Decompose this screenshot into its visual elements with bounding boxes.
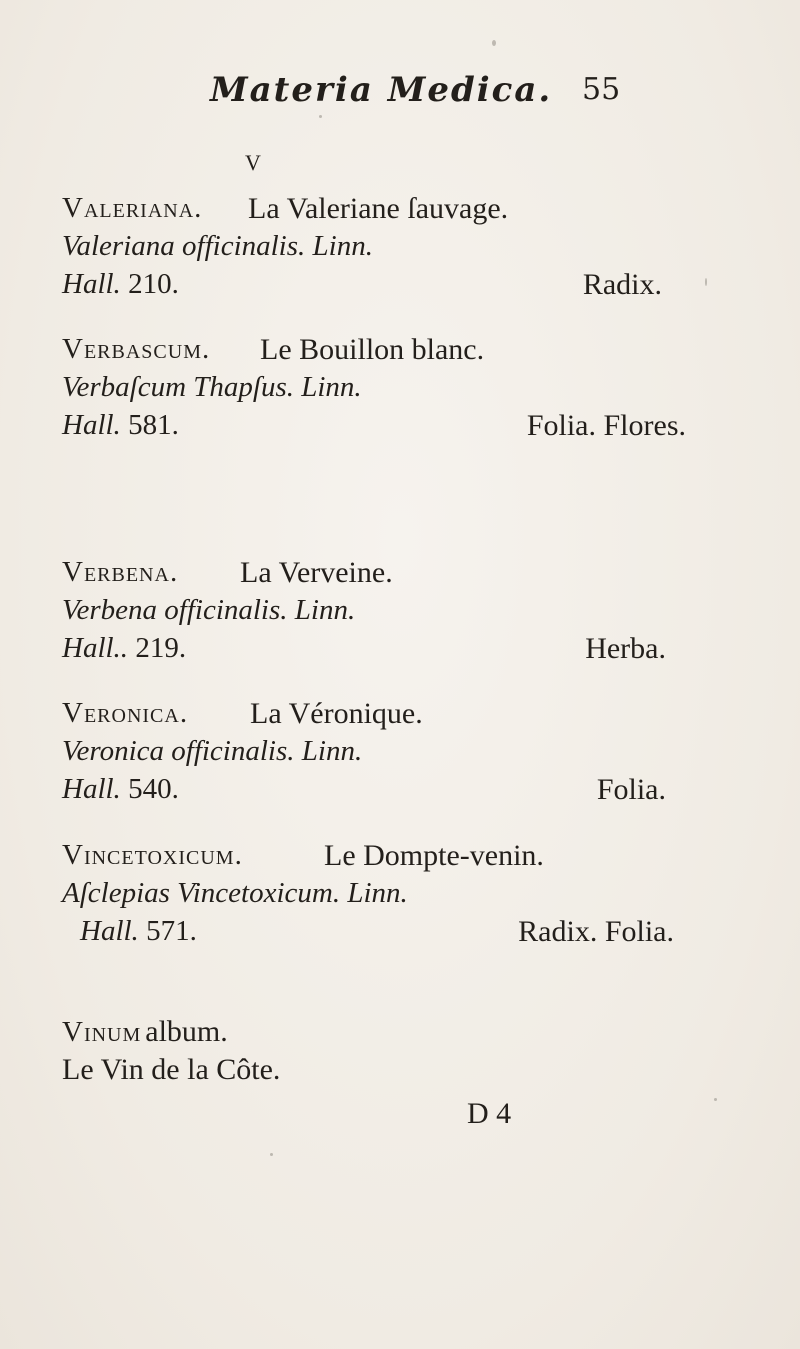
reference-line xyxy=(62,632,666,670)
genus-name: Vincetoxicum. xyxy=(62,839,243,871)
french-name: Le Dompte-venin. xyxy=(324,839,544,872)
entry-verbena xyxy=(62,556,666,670)
entry-valeriana xyxy=(62,192,662,306)
french-name: La Véronique. xyxy=(250,697,423,730)
entry-veronica xyxy=(62,697,666,811)
latin-name: Verbena officinalis. Linn. xyxy=(62,594,356,626)
paper-speck xyxy=(270,1153,273,1156)
paper-speck xyxy=(319,115,322,118)
latin-line xyxy=(62,371,652,409)
hall-reference-label: Hall.. xyxy=(62,632,129,664)
plant-parts: Folia. Flores. xyxy=(526,409,686,442)
signature-mark: D 4 xyxy=(467,1097,512,1130)
latin-line xyxy=(62,877,652,915)
french-name: La Valeriane ſauvage. xyxy=(248,192,509,225)
plant-parts: Folia. xyxy=(596,773,666,806)
paper-speck xyxy=(492,40,496,46)
hall-reference-number: 210. xyxy=(128,268,179,300)
french-name: La Verveine. xyxy=(240,556,393,589)
french-name: Le Bouillon blanc. xyxy=(260,333,485,366)
french-name: Le Vin de la Côte. xyxy=(62,1053,281,1086)
latin-line xyxy=(62,230,652,268)
hall-reference-number: 581. xyxy=(128,409,179,441)
entry-title-line xyxy=(62,333,652,371)
entry-verbascum xyxy=(62,333,686,447)
entry-title-line xyxy=(62,192,652,230)
latin-name: Aſclepias Vincetoxicum. Linn. xyxy=(62,877,408,909)
latin-line xyxy=(62,594,652,632)
genus-name: Vinum xyxy=(62,1016,142,1048)
latin-name: Verbaſcum Thapſus. Linn. xyxy=(62,371,362,403)
reference-line xyxy=(62,409,686,447)
plant-parts: Radix. Folia. xyxy=(518,915,674,948)
entry-title-line xyxy=(62,697,652,735)
entry-vinum xyxy=(62,1015,652,1091)
genus-name: Verbena. xyxy=(62,556,179,588)
entry-title-line xyxy=(62,1015,652,1053)
paper-speck xyxy=(705,278,707,286)
entry-vincetoxicum xyxy=(62,839,674,953)
reference-line xyxy=(62,915,674,953)
page-number: 55 xyxy=(582,72,621,107)
latin-line xyxy=(62,735,652,773)
entry-title-line xyxy=(62,556,652,594)
hall-reference-number: 571. xyxy=(146,915,197,947)
wine-descriptor: album. xyxy=(145,1015,228,1048)
hall-reference-number: 540. xyxy=(128,773,179,805)
hall-reference-label: Hall. xyxy=(62,409,121,441)
hall-reference-label: Hall. xyxy=(80,915,139,947)
genus-name: Veronica. xyxy=(62,697,189,729)
hall-reference-label: Hall. xyxy=(62,773,121,805)
paper-speck xyxy=(714,1098,717,1101)
hall-reference-number: 219. xyxy=(135,632,187,664)
entry-title-line xyxy=(62,839,652,877)
page-header xyxy=(0,70,800,110)
genus-name: Valeriana. xyxy=(62,192,203,224)
reference-line xyxy=(62,268,662,306)
reference-line xyxy=(62,773,666,811)
hall-reference-label: Hall. xyxy=(62,268,121,300)
plant-parts: Herba. xyxy=(585,632,666,665)
french-line xyxy=(62,1053,652,1091)
latin-name: Valeriana officinalis. Linn. xyxy=(62,230,373,262)
section-letter: V xyxy=(245,150,261,175)
plant-parts: Radix. xyxy=(582,268,662,301)
latin-name: Veronica officinalis. Linn. xyxy=(62,735,363,767)
running-title: Materia Medica. xyxy=(210,70,553,110)
genus-name: Verbascum. xyxy=(62,333,211,365)
